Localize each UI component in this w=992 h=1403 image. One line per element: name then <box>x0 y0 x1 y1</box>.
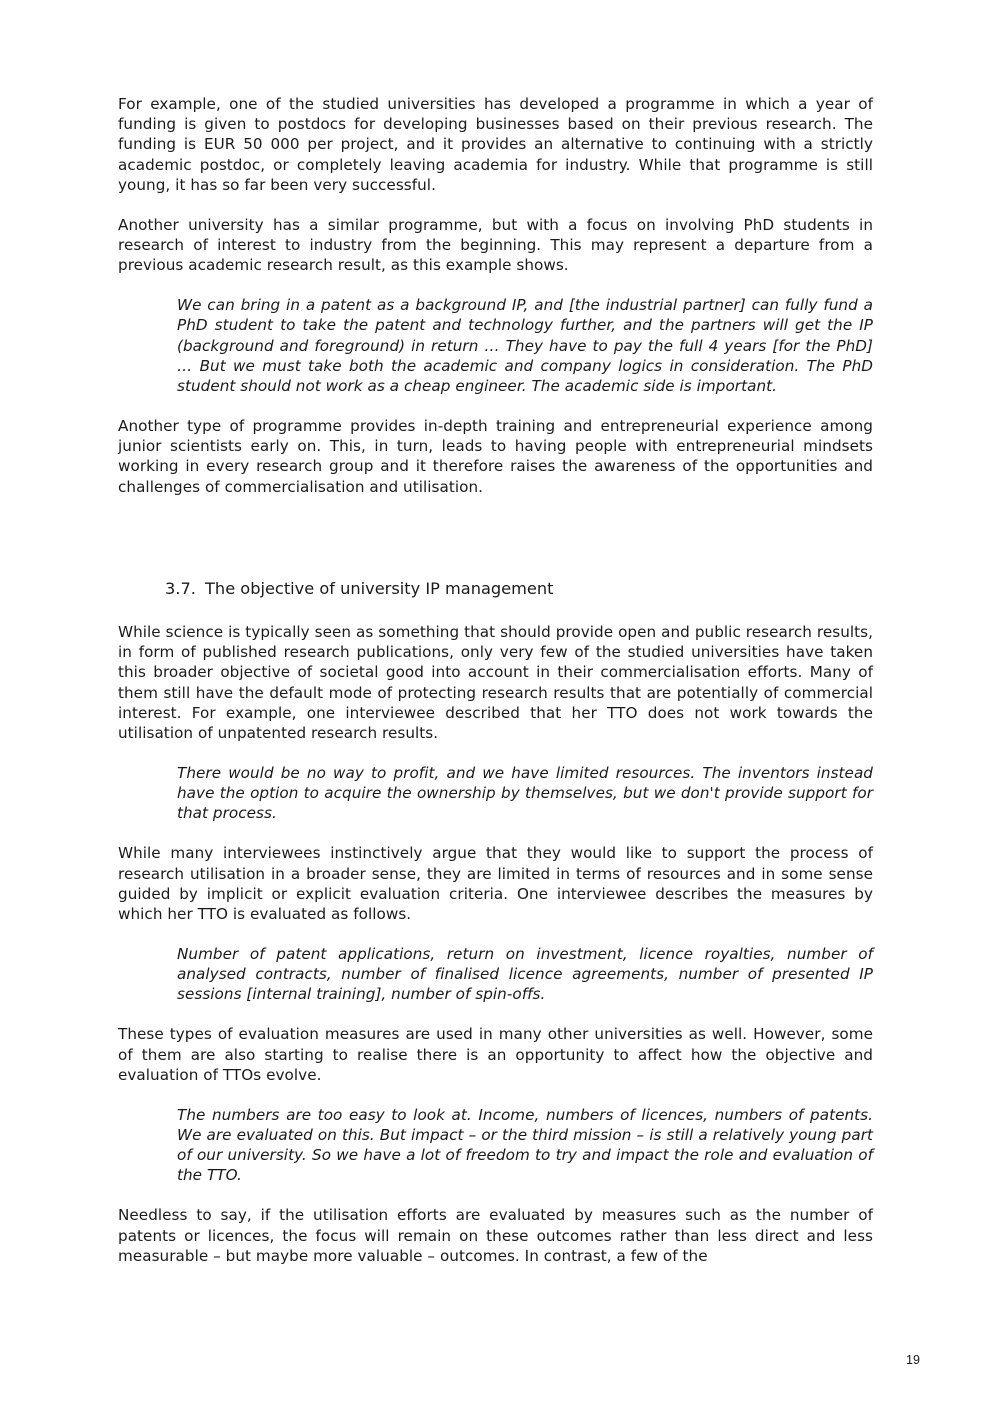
page-number: 19 <box>906 1353 920 1367</box>
quote-no-way-to-profit: There would be no way to profit, and we have limited resources. The inventors instead have the option to acquire the ownership by themselves, but we don't provide support for that process. <box>177 764 873 823</box>
paragraph-needless-to-say: Needless to say, if the utilisation efforts are evaluated by measures such as the number of patents or licences, the focus will remain on these outcomes rather than less direct and less measurable – but maybe more valuable – outcomes. In contrast, a few of the <box>118 1206 873 1265</box>
paragraph-evaluation-measures-used: These types of evaluation measures are used in many other universities as well. However, some of them are also starting to realise there is an opportunity to affect how the objective and evaluation of TTOs evolve. <box>118 1025 873 1084</box>
quote-evaluation-measures: Number of patent applications, return on investment, licence royalties, number of analysed contracts, number of finalised licence agreements, number of presented IP sessions [internal training], number of spin-offs. <box>177 945 873 1004</box>
paragraph-entrepreneurial-training: Another type of programme provides in-depth training and entrepreneurial experience among junior scientists early on. This, in turn, leads to having people with entrepreneurial mindsets working in every research group and it therefore raises the awareness of the opportunities and challenges of commercialisation and utilisation. <box>118 417 873 496</box>
paragraph-phd-programme: Another university has a similar programme, but with a focus on involving PhD students in research of interest to industry from the beginning. This may represent a departure from a previous academic research result, as this example shows. <box>118 215 873 275</box>
section-title: The objective of university IP management <box>205 579 554 598</box>
paragraph-societal-good: While science is typically seen as something that should provide open and public research results, in form of published research publications, only very few of the studied universities have taken this broader objective of societal good into account in their commercialisation efforts. Many of them still have the default mode of protecting research results that are potentially of commercial interest. For example, one interviewee described that her TTO does not work towards the utilisation of unpatented research results. <box>118 623 873 743</box>
quote-numbers-too-easy: The numbers are too easy to look at. Income, numbers of licences, numbers of patents. We are evaluated on this. But impact – or the third mission – is still a relatively young part of our university. So we have a lot of freedom to try and impact the role and evaluation of the TTO. <box>177 1105 873 1185</box>
section-body <box>118 622 873 1286</box>
document-page <box>118 94 873 1265</box>
section-number: 3.7. <box>165 579 196 598</box>
quote-background-ip: We can bring in a patent as a background IP, and [the industrial partner] can fully fund a PhD student to take the patent and technology further, and the partners will get the IP (background and foreground) in return … They have to pay the full 4 years [for the PhD] … But we must take both the academic and company logics in consideration. The PhD student should not work as a cheap engineer. The academic side is important. <box>177 296 873 396</box>
paragraph-postdoc-programme: For example, one of the studied universities has developed a programme in which a year of funding is given to postdocs for developing businesses based on their previous research. The funding is EUR 50 000 per project, and it provides an alternative to continuing with a strictly academic postdoc, or completely leaving academia for industry. While that programme is still young, it has so far been very successful. <box>118 95 873 194</box>
section-heading <box>165 579 553 599</box>
paragraph-evaluation-criteria: While many interviewees instinctively argue that they would like to support the process of research utilisation in a broader sense, they are limited in terms of resources and in some sense guided by implicit or explicit evaluation criteria. One interviewee describes the measures by which her TTO is evaluated as follows. <box>118 844 873 924</box>
